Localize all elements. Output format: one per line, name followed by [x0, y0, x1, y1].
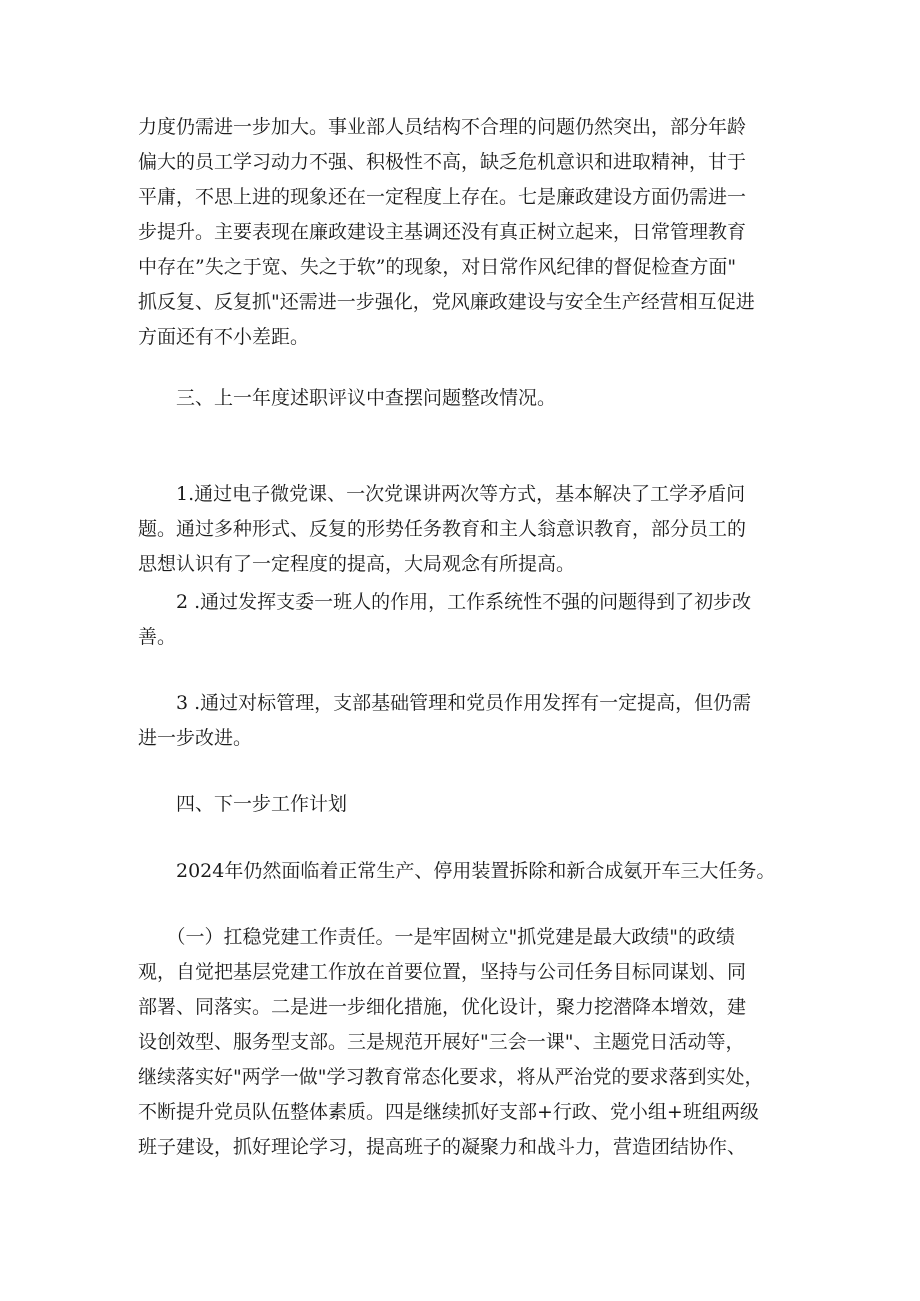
text-line: 题。通过多种形式、反复的形势任务教育和主人翁意识教育，部分员工的: [138, 518, 747, 540]
rectification-item-1: [138, 477, 798, 582]
text-line: 中存在”失之于宽、失之于软”的现象，对日常作风纪律的督促检查方面": [138, 256, 737, 278]
section-heading-3: [138, 381, 798, 416]
plan-item-1: [138, 920, 798, 1165]
text-line: 3 .通过对标管理，支部基础管理和党员作用发挥有一定提高，但仍需: [138, 692, 752, 714]
text-line: 班子建设，抓好理论学习，提高班子的凝聚力和战斗力，营造团结协作、: [138, 1136, 747, 1158]
text-line: 2024年仍然面临着正常生产、停用装置拆除和新合成氨开车三大任务。: [138, 860, 776, 882]
text-line: 抓反复、反复抓"还需进一步强化，党风廉政建设与安全生产经营相互促进: [138, 291, 755, 313]
section-heading-4: [138, 787, 798, 822]
heading-line: 三、上一年度述职评议中查摆问题整改情况。: [138, 387, 557, 409]
text-line: 部署、同落实。二是进一步细化措施，优化设计，聚力挖潜降本增效，建: [138, 996, 747, 1018]
plan-intro: [138, 854, 798, 889]
text-line: 不断提升党员队伍整体素质。四是继续抓好支部+行政、党小组+班组两级: [138, 1101, 759, 1123]
heading-line: 四、下一步工作计划: [138, 793, 348, 815]
text-line: 偏大的员工学习动力不强、积极性不高，缺乏危机意识和进取精神，甘于: [138, 151, 747, 173]
rectification-item-3: [138, 686, 798, 756]
paragraph-continuation: [138, 110, 798, 355]
rectification-item-2: [138, 585, 798, 655]
text-line: 力度仍需进一步加大。事业部人员结构不合理的问题仍然突出，部分年龄: [138, 116, 747, 138]
text-line: 方面还有不小差距。: [138, 326, 310, 348]
text-line: 观，自觉把基层党建工作放在首要位置，坚持与公司任务目标同谋划、同: [138, 961, 747, 983]
text-line: 继续落实好"两学一做"学习教育常态化要求，将从严治党的要求落到实处，: [138, 1066, 764, 1088]
text-line: 平庸，不思上进的现象还在一定程度上存在。七是廉政建设方面仍需进一: [138, 186, 747, 208]
text-line: 设创效型、服务型支部。三是规范开展好"三会一课"、主题党日活动等，: [138, 1031, 745, 1053]
text-line: （一）扛稳党建工作责任。一是牢固树立"抓党建是最大政绩"的政绩: [138, 926, 735, 948]
text-line: 步提升。主要表现在廉政建设主基调还没有真正树立起来，日常管理教育: [138, 221, 747, 243]
text-line: 善。: [138, 626, 177, 648]
text-line: 思想认识有了一定程度的提高，大局观念有所提高。: [138, 553, 576, 575]
text-line: 2 .通过发挥支委一班人的作用，工作系统性不强的问题得到了初步改: [138, 591, 752, 613]
text-line: 进一步改进。: [138, 727, 253, 749]
text-line: 1.通过电子微党课、一次党课讲两次等方式，基本解决了工学矛盾问: [138, 483, 746, 505]
